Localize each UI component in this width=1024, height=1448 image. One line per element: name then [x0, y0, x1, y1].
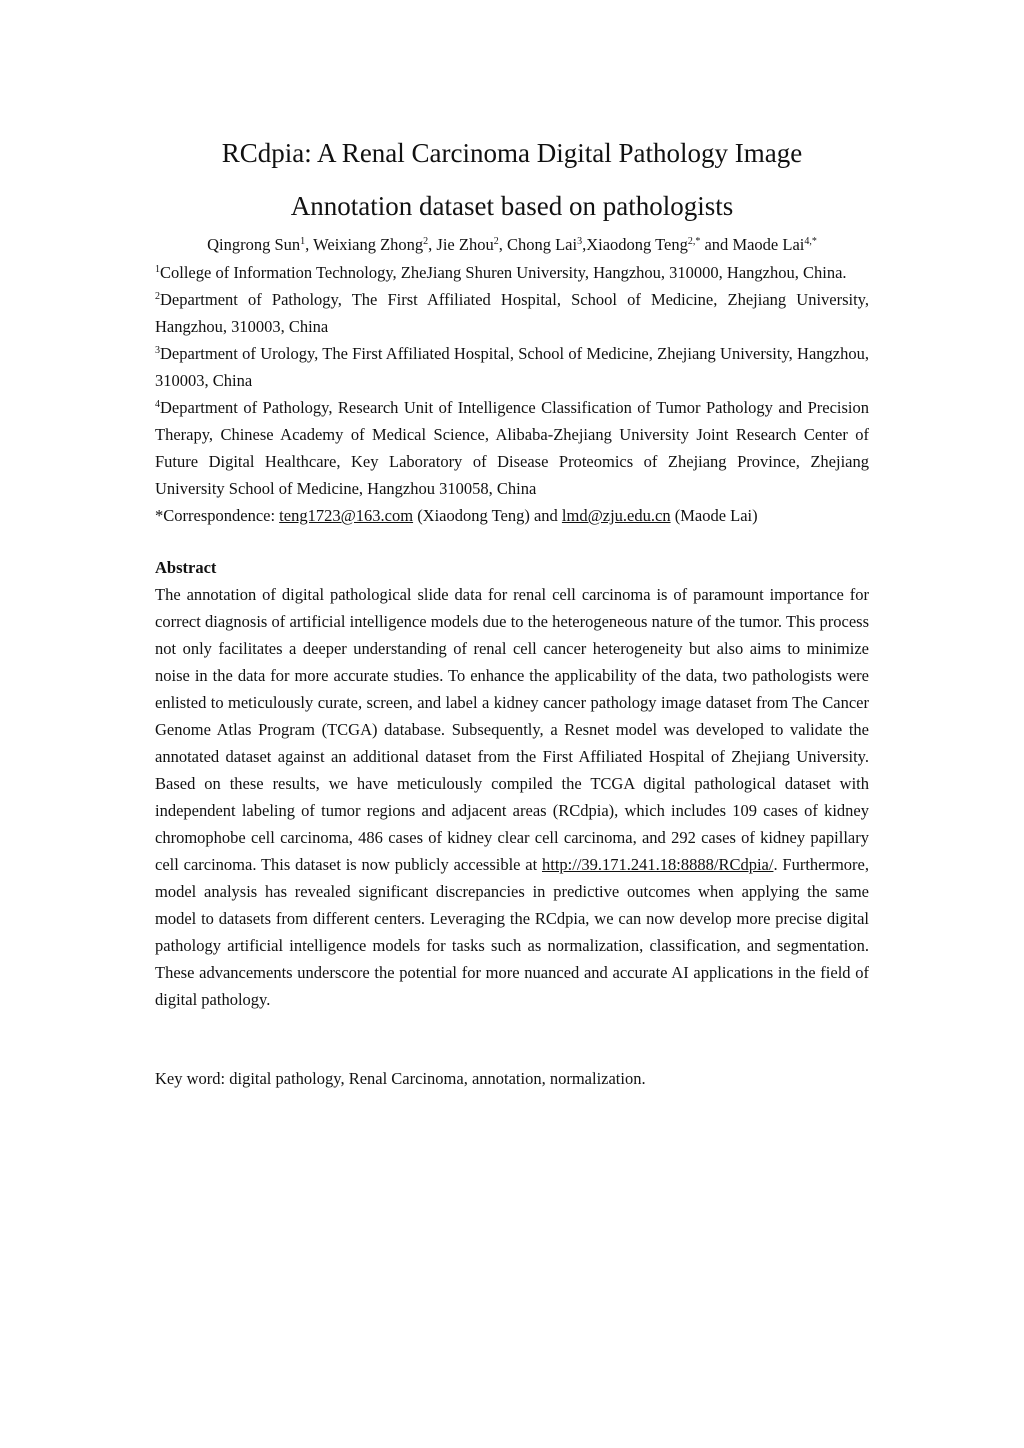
affiliations: [155, 259, 869, 529]
author-affiliation-mark: 1: [300, 236, 306, 247]
affiliation-item: [155, 259, 869, 286]
author-affiliation-mark: 4,*: [804, 236, 817, 247]
affiliation-item: [155, 394, 869, 502]
author-name: Maode Lai: [732, 235, 805, 254]
affiliation-number: 4: [155, 399, 160, 410]
author-separator: ,: [498, 235, 507, 254]
abstract-heading: Abstract: [155, 558, 217, 577]
paper-title-line-2: Annotation dataset based on pathologists: [290, 191, 734, 221]
abstract-section: [155, 554, 869, 1013]
affiliation-number: 1: [155, 264, 160, 275]
author-separator: ,: [428, 235, 437, 254]
affiliation-number: 3: [155, 345, 160, 356]
author-name: Qingrong Sun: [207, 235, 301, 254]
author-name: Xiaodong Teng: [586, 235, 688, 254]
author-separator: ,: [582, 235, 587, 254]
affiliation-item: [155, 340, 869, 394]
affiliation-item: [155, 286, 869, 340]
correspondence-suffix: (Maode Lai): [670, 506, 758, 525]
correspondence-prefix: *Correspondence:: [155, 506, 280, 525]
abstract-text-part-2: . Furthermore, model analysis has revealed significant discrepancies in predictive outcomes when applying the same model to datasets from different centers. Leveraging the RCdpia, we can now develop more precise digital pathology artificial intelligence models for tasks such as normalization, classification, and segmentation. These advancements underscore the potential for more nuanced and accurate AI applications in the field of digital pathology.: [155, 855, 869, 1009]
affiliation-text: Department of Pathology, Research Unit of Intelligence Classification of Tumor Pathology and Precision Therapy, Chinese Academy of Medical Science, Alibaba-Zhejiang University Joint Research Center of Future Digital Healthcare, Key Laboratory of Disease Proteomics of Zhejiang Province, Zhejiang University School of Medicine, Hangzhou 310058, China: [155, 398, 869, 498]
author-name: Weixiang Zhong: [313, 235, 424, 254]
email-link-teng[interactable]: teng1723@163.com: [279, 506, 414, 525]
affiliation-number: 2: [155, 291, 160, 302]
author-name: Chong Lai: [506, 235, 578, 254]
author-affiliation-mark: 3: [577, 236, 583, 247]
author-separator: ,: [305, 235, 314, 254]
author-affiliation-mark: 2,*: [687, 236, 701, 247]
abstract-text: [155, 581, 869, 1013]
correspondence: [155, 502, 869, 529]
affiliation-text: Department of Urology, The First Affiliated Hospital, School of Medicine, Zhejiang University, Hangzhou, 310003, China: [155, 344, 869, 390]
author-affiliation-mark: 2: [493, 236, 499, 247]
keywords: Key word: digital pathology, Renal Carcinoma, annotation, normalization.: [155, 1069, 646, 1088]
affiliation-text: Department of Pathology, The First Affiliated Hospital, School of Medicine, Zhejiang University, Hangzhou, 310003, China: [155, 290, 869, 336]
author-list: [0, 234, 1024, 256]
affiliation-text: College of Information Technology, ZheJiang Shuren University, Hangzhou, 310000, Hangzhou, China.: [160, 263, 847, 282]
abstract-text-part-1: The annotation of digital pathological slide data for renal cell carcinoma is of paramount importance for correct diagnosis of artificial intelligence models due to the heterogeneous nature of the tumor. This process not only facilitates a deeper understanding of renal cell cancer heterogeneity but also aims to minimize noise in the data for more accurate studies. To enhance the applicability of the data, two pathologists were enlisted to meticulously curate, screen, and label a kidney cancer pathology image dataset from The Cancer Genome Atlas Program (TCGA) database. Subsequently, a Resnet model was developed to validate the annotated dataset against an additional dataset from the First Affiliated Hospital of Zhejiang University. Based on these results, we have meticulously compiled the TCGA digital pathological dataset with independent labeling of tumor regions and adjacent areas (RCdpia), which includes 109 cases of kidney chromophobe cell carcinoma, 486 cases of kidney clear cell carcinoma, and 292 cases of kidney papillary cell carcinoma. This dataset is now publicly accessible at: [155, 585, 869, 874]
author-separator: and: [700, 235, 733, 254]
dataset-url-link[interactable]: http://39.171.241.18:8888/RCdpia/: [542, 855, 774, 874]
email-link-lai[interactable]: lmd@zju.edu.cn: [561, 506, 671, 525]
author-affiliation-mark: 2: [423, 236, 429, 247]
correspondence-mid: (Xiaodong Teng) and: [413, 506, 562, 525]
paper-title-line-1: RCdpia: A Renal Carcinoma Digital Pathology Image: [221, 138, 803, 168]
author-name: Jie Zhou: [436, 235, 494, 254]
